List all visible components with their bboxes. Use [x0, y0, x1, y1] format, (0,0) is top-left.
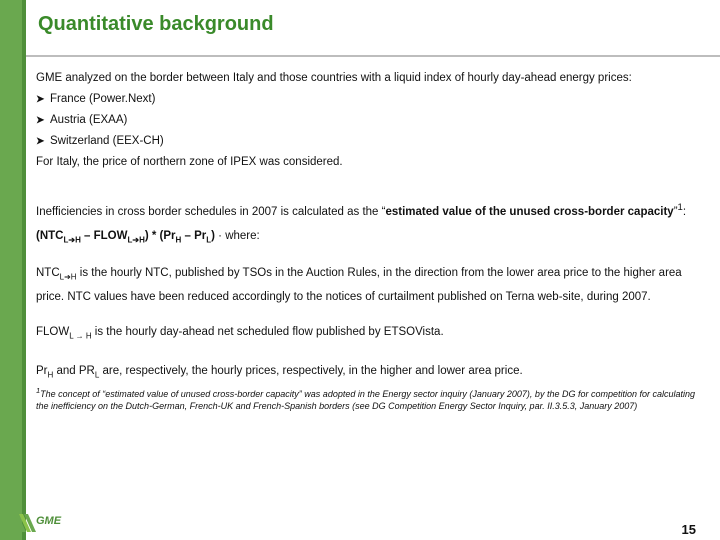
- footnote-text: The concept of “estimated value of unused cross-border capacity” was adopted in the Energy sector inquiry (January 2007), by the DG for competition for calculating the inefficiency on the Dutch-German, French-UK and French-Spanish borders (see DG Competition Energy Sector Inquiry, par. II.3.5.3, January 2007): [36, 389, 696, 412]
- price-mid: and PR: [53, 364, 95, 377]
- price-pre1: Pr: [36, 364, 48, 377]
- price-definition: [36, 361, 706, 385]
- bullet-arrow-icon: ➤: [36, 115, 45, 126]
- formula-sub1: L: [63, 235, 69, 245]
- bullet-arrow-icon: ➤: [36, 94, 45, 105]
- bullet-switzerland: [36, 131, 706, 152]
- logo-text: GME: [36, 515, 62, 527]
- left-accent-bar: [0, 0, 26, 540]
- bullet-arrow-icon: ➤: [36, 136, 45, 147]
- slide-content: [36, 68, 706, 412]
- ineff-post: ”: [673, 205, 678, 218]
- title-divider: [26, 55, 720, 57]
- left-accent-shade: [22, 0, 26, 540]
- ineff-pre: Inefficiencies in cross border schedules in 2007 is calculated as the “: [36, 205, 386, 218]
- intro-text: GME analyzed on the border between Italy and those countries with a liquid index of hourly day-ahead energy prices:: [36, 72, 632, 84]
- ineff-footnote-ref: 1: [677, 202, 683, 213]
- ineff-bold: estimated value of the unused cross-border capacity: [385, 205, 674, 218]
- bullet-text: Switzerland (EEX-CH): [50, 135, 164, 147]
- formula-sub4: H: [139, 235, 145, 245]
- gme-logo: [12, 508, 64, 538]
- footnote: [36, 385, 706, 412]
- footnote-mark: 1: [36, 386, 41, 396]
- formula-tail: · where:: [214, 229, 260, 242]
- bullet-text: Austria (EXAA): [50, 114, 128, 126]
- price-sub1: H: [47, 370, 54, 380]
- formula-sub6: L: [206, 235, 212, 245]
- formula-sub2: H: [75, 235, 81, 245]
- flow-text: is the hourly day-ahead net scheduled flow published by ETSOVista.: [91, 326, 444, 339]
- formula-sub3: L: [127, 235, 133, 245]
- formula-part2: – FLOW: [80, 229, 128, 242]
- ntc-definition: [36, 263, 706, 308]
- page-number: 15: [681, 522, 696, 537]
- ntc-pre: NTC: [36, 267, 60, 280]
- inefficiency-paragraph: [36, 195, 706, 225]
- bullet-france: [36, 89, 706, 110]
- price-sub2: L: [94, 370, 100, 380]
- flow-definition: [36, 322, 706, 346]
- formula-arrow2: ➔: [132, 235, 140, 245]
- flow-sub: L → H: [69, 331, 92, 341]
- price-text: are, respectively, the hourly prices, respectively, in the higher and lower area price.: [99, 364, 523, 377]
- ntc-text: is the hourly NTC, published by TSOs in the Auction Rules, in the direction from the lower area price to the higher area price. NTC values have been reduced accordingly to the notices of curtailment published on Terna web-site, during 2007.: [36, 267, 682, 304]
- bullet-text: France (Power.Next): [50, 93, 156, 105]
- italy-note: For Italy, the price of northern zone of IPEX was considered.: [36, 156, 343, 168]
- slide-title: Quantitative background: [38, 13, 274, 35]
- ntc-sub: L➔H: [59, 272, 77, 282]
- formula-part5: ): [211, 229, 215, 242]
- formula-arrow1: ➔: [68, 235, 76, 245]
- ineff-colon: :: [682, 205, 687, 218]
- formula-part1: (NTC: [36, 229, 64, 242]
- formula-sub5: H: [175, 235, 182, 245]
- formula-part3: ) * (Pr: [144, 229, 176, 242]
- formula-part4: – Pr: [181, 229, 207, 242]
- bullet-austria: [36, 110, 706, 131]
- formula: [36, 225, 706, 251]
- flow-pre: FLOW: [36, 326, 70, 339]
